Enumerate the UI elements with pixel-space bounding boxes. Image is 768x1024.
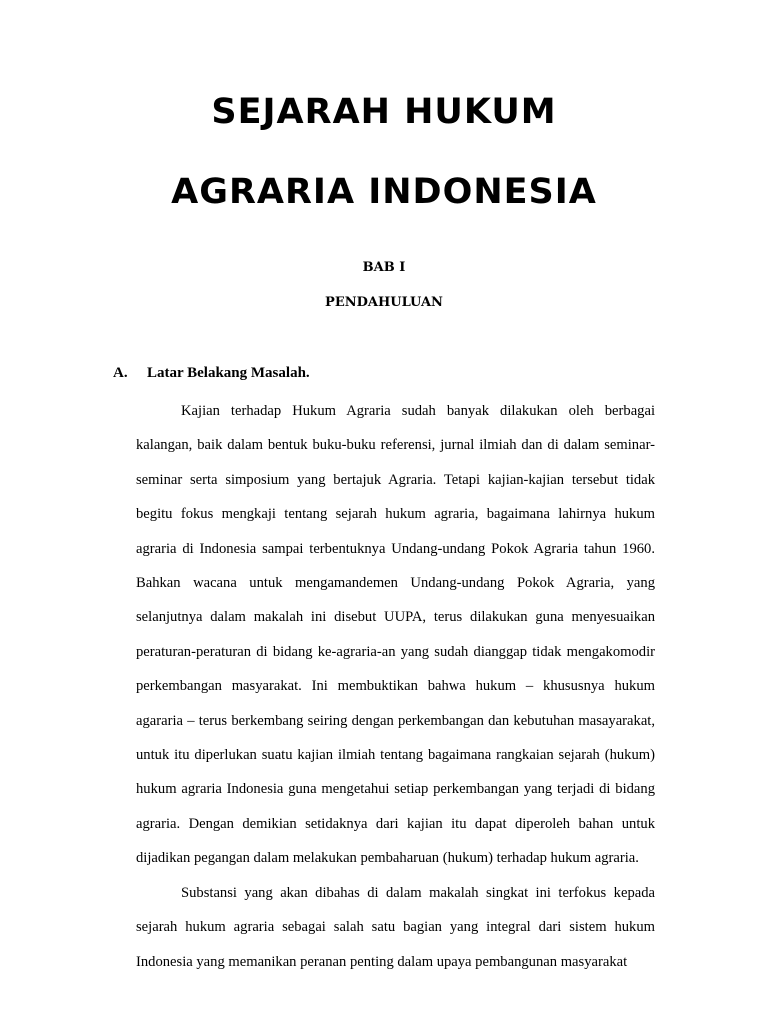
document-title-line-2: AGRARIA INDONESIA bbox=[171, 172, 597, 212]
chapter-number: BAB I bbox=[362, 260, 406, 275]
section-heading bbox=[113, 364, 310, 382]
section-letter: A. bbox=[113, 365, 128, 381]
paragraph-1: Kajian terhadap Hukum Agraria sudah banyak dilakukan oleh berbagai kalangan, baik dalam bentuk buku-buku referensi, jurnal ilmiah dan di dalam seminar-seminar serta simposium yang bertajuk Agraria. Tetapi kajian-kajian tersebut tidak begitu fokus mengkaji tentang sejarah hukum agraria, bagaimana lahirnya hukum agraria di Indonesia sampai terbentuknya Undang-undang Pokok Agraria tahun 1960. Bahkan wacana untuk mengamandemen Undang-undang Pokok Agraria, yang selanjutnya dalam makalah ini disebut UUPA, terus dilakukan guna menyesuaikan peraturan-peraturan di bidang ke-agraria-an yang sudah dianggap tidak mengakomodir perkembangan masyarakat. Ini membuktikan bahwa hukum – khususnya hukum agararia – terus berkembang seiring dengan perkembangan dan kebutuhan masayarakat, untuk itu diperlukan suatu kajian ilmiah tentang bagaimana rangkaian sejarah (hukum) hukum agraria Indonesia guna mengetahui setiap perkembangan yang terjadi di bidang agraria. Dengan demikian setidaknya dari kajian itu dapat diperoleh bahan untuk dijadikan pegangan dalam melakukan pembaharuan (hukum) terhadap hukum agraria. bbox=[136, 403, 655, 867]
chapter-title: PENDAHULUAN bbox=[325, 295, 443, 310]
section-title: Latar Belakang Masalah. bbox=[147, 365, 310, 381]
paragraph-2: Substansi yang akan dibahas di dalam makalah singkat ini terfokus kepada sejarah hukum agraria sebagai salah satu bagian yang integral dari sistem hukum Indonesia yang memanikan peranan penting dalam upaya pembangunan masyarakat bbox=[136, 884, 655, 970]
body-text bbox=[136, 394, 655, 979]
document-title-line-1: SEJARAH HUKUM bbox=[211, 92, 557, 132]
